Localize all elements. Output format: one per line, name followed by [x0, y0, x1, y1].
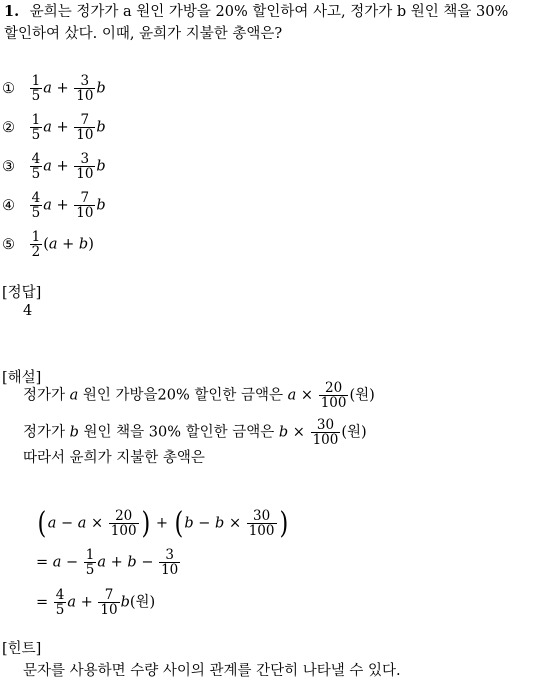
option-5[interactable]: ⑤ $\frac{1}{2}$ (a + b) [2, 229, 94, 261]
problem-number: 1. [4, 3, 20, 20]
calculation-step-1: (a − a × $\frac{20}{100}$ ) + (b − b × $\frac{30}{100}$ ) [37, 506, 288, 541]
option-number: ① [2, 80, 15, 97]
answer-value: 4 [23, 303, 33, 319]
explanation-line-2: 정가가 b 원인 책을 30% 할인한 금액은 b × $\frac{30}{100}$ (원) [23, 417, 367, 449]
explanation-line-1: 정가가 a 원인 가방을20% 할인한 금액은 a × $\frac{20}{100}$ (원) [23, 380, 375, 412]
option-3[interactable]: ③ $\frac{4}{5}$ a + $\frac{3}{10}$ b [2, 151, 106, 183]
calculation-step-2: = a − $\frac{1}{5}$ a + b − $\frac{3}{10}$ [36, 547, 179, 579]
option-number: ② [2, 119, 15, 136]
explanation-heading: [해설] [2, 370, 42, 386]
problem-line-2: 할인하여 샀다. 이때, 윤희가 지불한 총액은? [4, 26, 283, 42]
option-number: ⑤ [2, 236, 15, 253]
problem-statement [4, 0, 508, 21]
option-1[interactable]: ① $\frac{1}{5}$ a + $\frac{3}{10}$ b [2, 73, 106, 105]
hint-heading: [힌트] [2, 641, 42, 657]
answer-heading: [정답] [2, 285, 42, 301]
option-number: ③ [2, 158, 15, 175]
explanation-line-3: 따라서 윤희가 지불한 총액은 [23, 450, 205, 466]
option-2[interactable]: ② $\frac{1}{5}$ a + $\frac{7}{10}$ b [2, 112, 106, 144]
calculation-step-3: = $\frac{4}{5}$ a + $\frac{7}{10}$ b(원) [36, 587, 156, 619]
option-number: ④ [2, 197, 15, 214]
option-4[interactable]: ④ $\frac{4}{5}$ a + $\frac{7}{10}$ b [2, 190, 106, 222]
hint-text: 문자를 사용하면 수량 사이의 관계를 간단히 나타낼 수 있다. [23, 663, 401, 679]
problem-line-1: 윤희는 정가가 a 원인 가방을 20% 할인하여 사고, 정가가 b 원인 책을 30% [29, 4, 509, 20]
